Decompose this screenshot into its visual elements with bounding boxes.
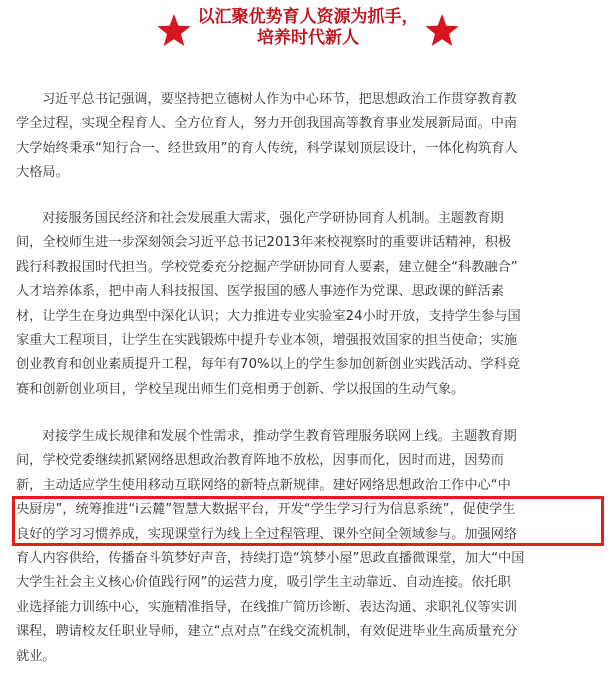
paragraph-line: 间，学校党委继续抓紧网络思想政治教育阵地不放松，因事而化，因时而进，因势而 xyxy=(16,453,504,469)
paragraph-line: 人才培养体系，把中南人科技报国、医学报国的感人事迹作为党课、思政课的鲜活素 xyxy=(16,284,504,300)
paragraph-line: 创业教育和创业素质提升工程，每年有70%以上的学生参加创新创业实践活动、学科竞 xyxy=(16,357,521,373)
paragraph-line: 习近平总书记强调，要坚持把立德树人作为中心环节，把思想政治工作贯穿教育教 xyxy=(42,92,517,107)
paragraph-line: 学全过程，实现全程育人、全方位育人，努力开创我国高等教育事业发展新局面。中南 xyxy=(16,116,518,132)
paragraph-line: 育人内容供给，传播奋斗筑梦好声音，持续打造“筑梦小屋”思政直播微课堂，加大“中国 xyxy=(16,551,525,567)
paragraph-line: 就业。 xyxy=(16,648,56,664)
paragraph-line: 间，全校师生进一步深刻领会习近平总书记2013年来校视察时的重要讲话精神，积极 xyxy=(16,235,512,251)
title-line-1: 以汇聚优势育人资源为抓手， xyxy=(197,7,419,27)
paragraph-line: 良好的学习习惯养成，实现课堂行为线上全过程管理、课外空间全领域参与。加强网络 xyxy=(16,526,518,542)
paragraph-3 xyxy=(16,425,604,669)
paragraph-2 xyxy=(16,207,604,402)
paragraph-line: 业选择能力训练中心，实施精准指导，在线推广简历诊断、表达沟通、求职礼仪等实训 xyxy=(16,599,518,615)
paragraph-line: 大学生社会主义核心价值践行网”的运营力度，吸引学生主动靠近、自动连接。依托职 xyxy=(16,575,511,591)
paragraph-line: 赛和创新创业项目，学校呈现出师生们竞相勇于创新、学以报国的生动气象。 xyxy=(16,381,465,397)
paragraph-line: 对接服务国民经济和社会发展重大需求，强化产学研协同育人机制。主题教育期 xyxy=(42,211,504,226)
paragraph-line: 大学始终秉承“知行合一、经世致用”的育人传统，科学谋划顶层设计，一体化构筑育人 xyxy=(16,140,518,156)
paragraph-line: 大格局。 xyxy=(16,165,69,181)
star-icon xyxy=(424,13,460,49)
paragraph-line: 课程，聘请校友任职业导师，建立“点对点”在线交流机制，有效促进毕业生高质量充分 xyxy=(16,624,518,640)
page-title xyxy=(190,7,426,49)
paragraph-line: 新，主动适应学生使用移动互联网络的新特点新规律。建好网络思想政治工作中心“中 xyxy=(16,477,511,493)
paragraph-line: 对接学生成长规律和发展个性需求，推动学生教育管理服务联网上线。主题教育期 xyxy=(42,429,517,444)
title-line-2: 培养时代新人 xyxy=(257,28,359,48)
paragraph-line: 央厨房”，统筹推进“i云麓”智慧大数据平台，开发“学生学习行为信息系统”，促使学生 xyxy=(16,502,516,518)
paragraph-line: 家重大工程项目，让学生在实践锻炼中提升专业本领，增强报效国家的担当使命；实施 xyxy=(16,333,518,349)
page-header xyxy=(0,0,616,70)
paragraph-line: 材，让学生在身边典型中深化认识；大力推进专业实验室24小时开放，支持学生参与国 xyxy=(16,308,521,324)
star-icon xyxy=(156,13,192,49)
paragraph-1 xyxy=(16,88,604,186)
paragraph-line: 践行科教报国时代担当。学校党委充分挖掘产学研协同育人要素，建立健全“科教融合” xyxy=(16,259,518,275)
